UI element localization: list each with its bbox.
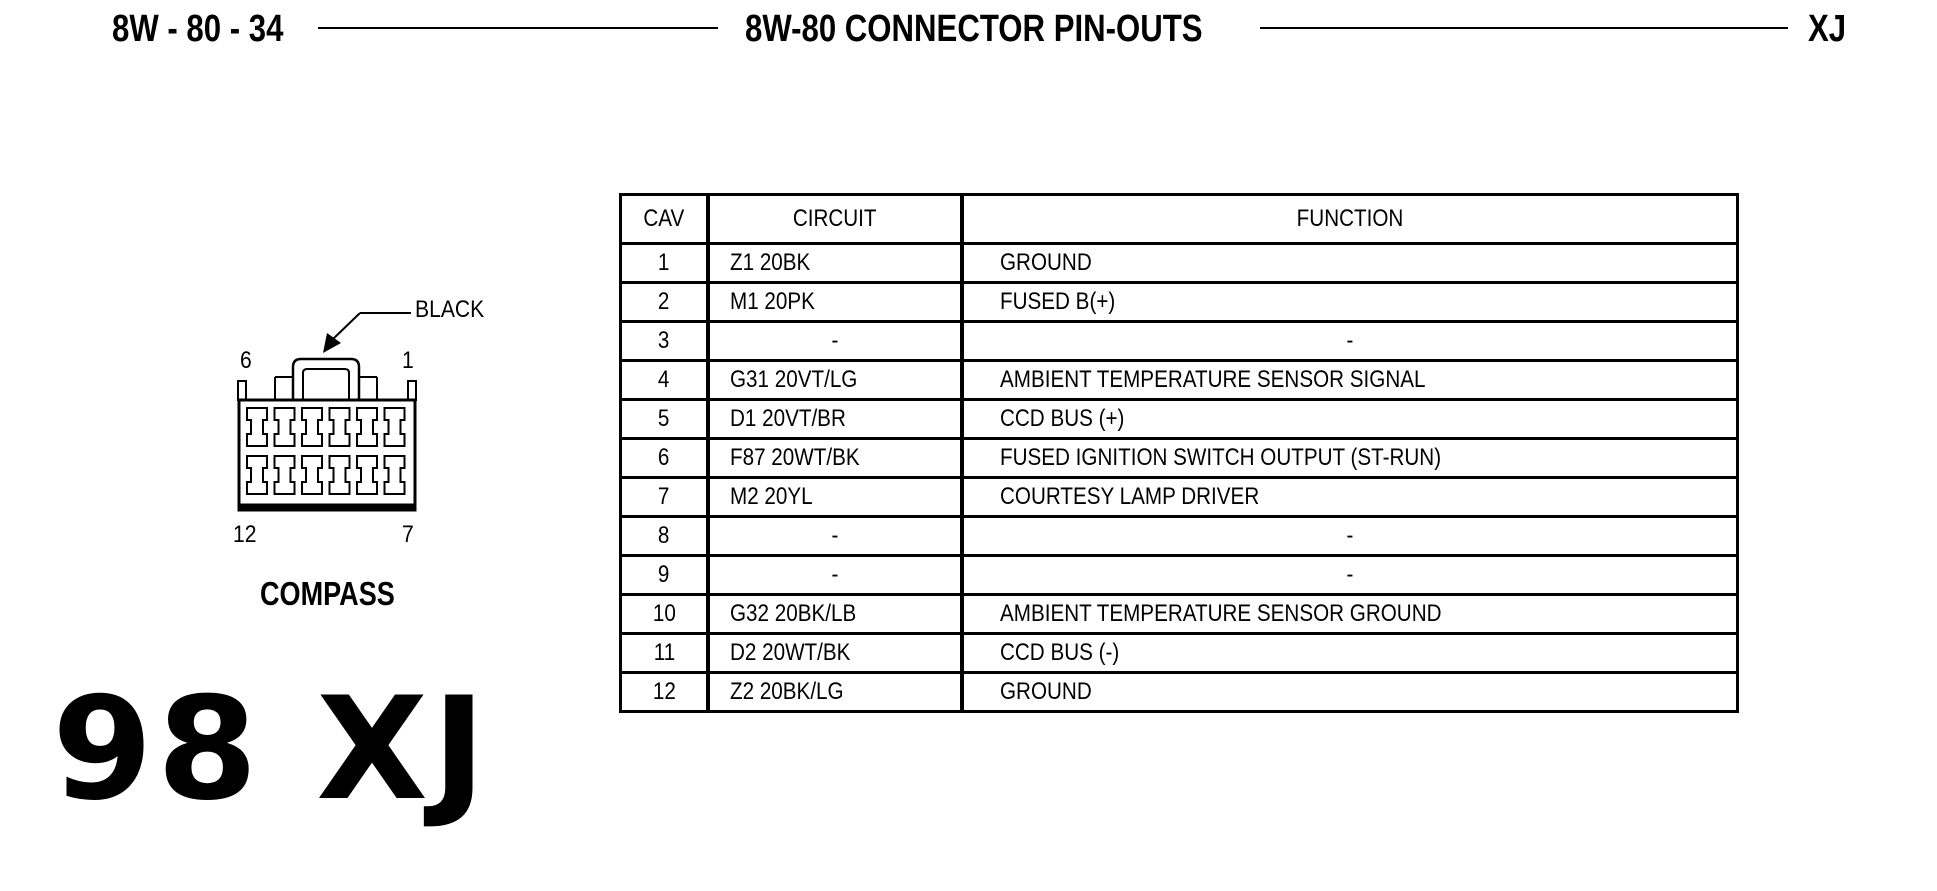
connector-color-label: BLACK xyxy=(415,296,485,323)
connector-cavity xyxy=(385,456,405,494)
table-row xyxy=(621,478,1738,517)
cell-function: COURTESY LAMP DRIVER xyxy=(962,478,1738,517)
cell-circuit: D1 20VT/BR xyxy=(708,400,962,439)
cell-function: FUSED IGNITION SWITCH OUTPUT (ST-RUN) xyxy=(962,439,1738,478)
table-row xyxy=(621,673,1738,712)
cell-function: AMBIENT TEMPERATURE SENSOR SIGNAL xyxy=(962,361,1738,400)
connector-cavity xyxy=(247,408,267,446)
cell-circuit: Z1 20BK xyxy=(708,244,962,283)
pin-label-6: 6 xyxy=(240,347,252,374)
connector-cavity xyxy=(385,408,405,446)
cell-cav: 4 xyxy=(621,361,709,400)
table-row xyxy=(621,283,1738,322)
cell-cav: 9 xyxy=(621,556,709,595)
header-cav: CAV xyxy=(621,195,709,244)
cell-function: - xyxy=(962,517,1738,556)
page-code: 8W - 80 - 34 xyxy=(112,8,284,50)
cell-circuit: - xyxy=(708,556,962,595)
table-row xyxy=(621,517,1738,556)
model-code: XJ xyxy=(1808,8,1847,50)
table-row xyxy=(621,439,1738,478)
pin-out-table xyxy=(619,193,1739,713)
connector-cavity xyxy=(330,456,350,494)
table-row xyxy=(621,556,1738,595)
table-row xyxy=(621,400,1738,439)
cell-cav: 1 xyxy=(621,244,709,283)
connector-cavity xyxy=(275,408,295,446)
cell-circuit: - xyxy=(708,322,962,361)
cell-function: CCD BUS (-) xyxy=(962,634,1738,673)
cell-function: FUSED B(+) xyxy=(962,283,1738,322)
cell-circuit: D2 20WT/BK xyxy=(708,634,962,673)
table-row xyxy=(621,244,1738,283)
header-circuit: CIRCUIT xyxy=(708,195,962,244)
table-header-row xyxy=(621,195,1738,244)
cell-cav: 12 xyxy=(621,673,709,712)
table-row xyxy=(621,595,1738,634)
cell-circuit: - xyxy=(708,517,962,556)
connector-cavities xyxy=(247,408,405,494)
cell-circuit: F87 20WT/BK xyxy=(708,439,962,478)
cell-cav: 11 xyxy=(621,634,709,673)
cell-cav: 5 xyxy=(621,400,709,439)
cell-function: AMBIENT TEMPERATURE SENSOR GROUND xyxy=(962,595,1738,634)
connector-cavity xyxy=(275,456,295,494)
connector-cavity xyxy=(330,408,350,446)
cell-function: - xyxy=(962,322,1738,361)
watermark-text: 98 XJ xyxy=(52,667,490,832)
page-header xyxy=(0,0,1937,60)
table-row xyxy=(621,322,1738,361)
pin-label-12: 12 xyxy=(233,521,257,548)
cell-circuit: Z2 20BK/LG xyxy=(708,673,962,712)
cell-function: GROUND xyxy=(962,244,1738,283)
header-rule-right xyxy=(1260,27,1788,29)
cell-function: CCD BUS (+) xyxy=(962,400,1738,439)
cell-cav: 3 xyxy=(621,322,709,361)
connector-name: COMPASS xyxy=(260,575,395,612)
header-rule-left xyxy=(318,27,718,29)
page-title: 8W-80 CONNECTOR PIN-OUTS xyxy=(745,8,1203,50)
cell-cav: 6 xyxy=(621,439,709,478)
connector-cavity xyxy=(357,408,377,446)
connector-diagram xyxy=(215,295,515,625)
connector-cavity xyxy=(247,456,267,494)
connector-cavity xyxy=(302,456,322,494)
connector-cavity xyxy=(302,408,322,446)
table-row xyxy=(621,634,1738,673)
cell-circuit: M1 20PK xyxy=(708,283,962,322)
table-body xyxy=(621,244,1738,712)
cell-cav: 10 xyxy=(621,595,709,634)
cell-circuit: M2 20YL xyxy=(708,478,962,517)
cell-function: - xyxy=(962,556,1738,595)
connector-cavity xyxy=(357,456,377,494)
cell-cav: 2 xyxy=(621,283,709,322)
pin-label-7: 7 xyxy=(402,521,414,548)
pin-label-1: 1 xyxy=(402,347,414,374)
cell-circuit: G31 20VT/LG xyxy=(708,361,962,400)
cell-circuit: G32 20BK/LB xyxy=(708,595,962,634)
cell-function: GROUND xyxy=(962,673,1738,712)
cell-cav: 7 xyxy=(621,478,709,517)
header-function: FUNCTION xyxy=(962,195,1738,244)
table-row xyxy=(621,361,1738,400)
cell-cav: 8 xyxy=(621,517,709,556)
